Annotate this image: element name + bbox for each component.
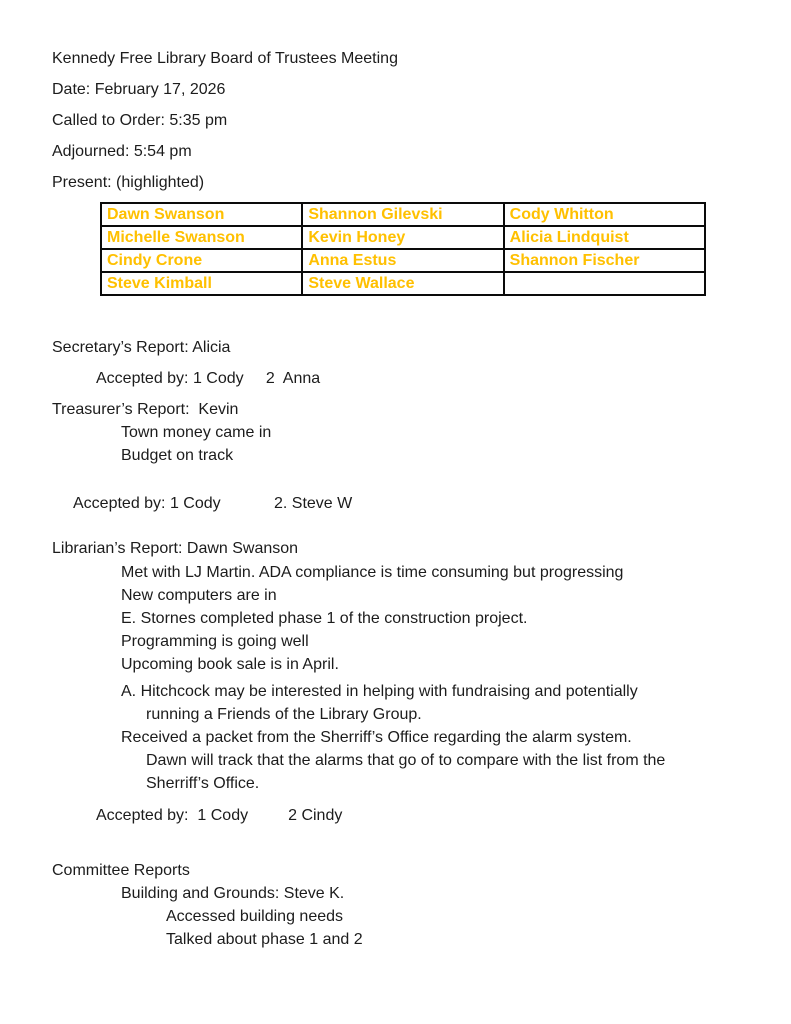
attendee-cell: Cody Whitton: [504, 203, 705, 226]
meta-line-3: Present: (highlighted): [52, 174, 205, 191]
attendee-cell: Alicia Lindquist: [504, 226, 705, 249]
attendee-cell: Cindy Crone: [101, 249, 302, 272]
attendees-row-3: [101, 272, 705, 295]
treasurer-report-section: [52, 398, 771, 515]
doc-line: Sherriff’s Office.: [146, 775, 260, 792]
doc-line: Budget on track: [121, 447, 234, 464]
attendee-cell: Shannon Gilevski: [302, 203, 503, 226]
doc-line: Talked about phase 1 and 2: [166, 931, 363, 948]
document-content: [52, 47, 771, 951]
doc-body: [52, 336, 771, 951]
doc-line: running a Friends of the Library Group.: [146, 706, 422, 723]
page-title: Kennedy Free Library Board of Trustees Meeting: [52, 50, 398, 67]
attendees-table: [100, 202, 706, 296]
attendee-cell: Kevin Honey: [302, 226, 503, 249]
doc-line: Committee Reports: [52, 862, 190, 879]
doc-line: Programming is going well: [121, 633, 309, 650]
doc-line: Accepted by: 1 Cody 2 Cindy: [96, 807, 343, 824]
librarian-report-section: [52, 537, 771, 827]
doc-line: Town money came in: [121, 424, 272, 441]
attendee-cell: Steve Kimball: [101, 272, 302, 295]
doc-line: E. Stornes completed phase 1 of the construction project.: [121, 610, 528, 627]
attendees-row-1: [101, 226, 705, 249]
secretary-report-section: [52, 336, 771, 390]
attendees-row-2: [101, 249, 705, 272]
doc-line: New computers are in: [121, 587, 277, 604]
doc-line: Accessed building needs: [166, 908, 344, 925]
doc-line: Met with LJ Martin. ADA compliance is time consuming but progressing: [121, 564, 624, 581]
committee-reports-section: [52, 859, 771, 951]
attendee-cell: Shannon Fischer: [504, 249, 705, 272]
attendee-cell: Michelle Swanson: [101, 226, 302, 249]
doc-line: Building and Grounds: Steve K.: [121, 885, 345, 902]
doc-line: Accepted by: 1 Cody 2 Anna: [96, 370, 321, 387]
attendee-cell: Dawn Swanson: [101, 203, 302, 226]
doc-line: Upcoming book sale is in April.: [121, 656, 339, 673]
meta-line-1: Called to Order: 5:35 pm: [52, 112, 228, 129]
meta-lines: [52, 78, 771, 194]
doc-line: Dawn will track that the alarms that go of to compare with the list from the: [146, 752, 666, 769]
doc-line: Librarian’s Report: Dawn Swanson: [52, 540, 299, 557]
doc-line: Treasurer’s Report: Kevin: [52, 401, 239, 418]
meta-line-2: Adjourned: 5:54 pm: [52, 143, 192, 160]
attendees-row-0: [101, 203, 705, 226]
attendee-cell: Anna Estus: [302, 249, 503, 272]
doc-line: Secretary’s Report: Alicia: [52, 339, 231, 356]
doc-line: A. Hitchcock may be interested in helping with fundraising and potentially: [121, 683, 638, 700]
meta-line-0: Date: February 17, 2026: [52, 81, 226, 98]
doc-line: Received a packet from the Sherriff’s Office regarding the alarm system.: [121, 729, 632, 746]
attendee-cell-empty: [504, 272, 705, 295]
attendees-tbody: [101, 203, 705, 295]
attendee-cell: Steve Wallace: [302, 272, 503, 295]
doc-line: Accepted by: 1 Cody 2. Steve W: [73, 495, 353, 512]
